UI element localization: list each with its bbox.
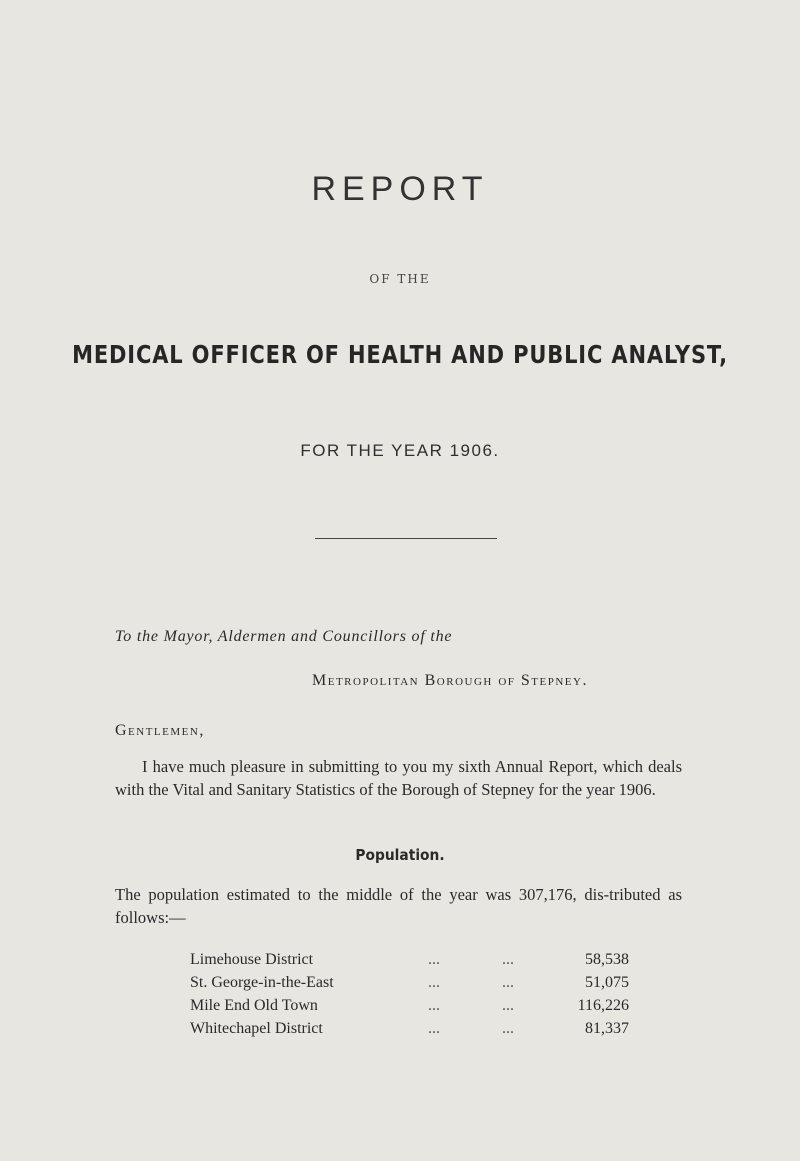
year-line: FOR THE YEAR 1906. [300,441,500,460]
leader-dots: ... [502,997,514,1014]
district-population: 58,538 [585,951,629,968]
divider-rule [315,538,497,539]
address-line-1: To the Mayor, Aldermen and Councillors of the [115,628,453,645]
table-row [174,951,629,974]
district-population: 116,226 [577,997,629,1014]
population-paragraph: The population estimated to the middle of the year was 307,176, dis-tributed as follows:— [115,885,682,927]
table-row [174,974,629,997]
intro-paragraph: I have much pleasure in submitting to you my sixth Annual Report, which deals with the Vital and Sanitary Statistics of the Borough of Stepney for the year 1906. [115,757,682,799]
leader-dots: ... [428,951,440,968]
of-the-line: OF THE [369,272,431,286]
leader-dots: ... [502,1020,514,1037]
district-population: 51,075 [585,974,629,991]
district-name: Limehouse District [190,951,314,968]
table-row [174,997,629,1020]
district-name: Whitechapel District [190,1020,323,1037]
leader-dots: ... [428,974,440,991]
district-name: St. George-in-the-East [190,974,334,991]
document-heading: MEDICAL OFFICER OF HEALTH AND PUBLIC ANALYST, [72,340,728,369]
leader-dots: ... [502,951,514,968]
table-row [174,1020,629,1043]
report-title: REPORT [311,170,489,208]
address-line-2: Metropolitan Borough of Stepney. [312,672,588,689]
leader-dots: ... [502,974,514,991]
salutation: Gentlemen, [115,722,205,739]
district-name: Mile End Old Town [190,997,318,1014]
leader-dots: ... [428,997,440,1014]
section-title: Population. [355,846,445,864]
district-population: 81,337 [585,1020,629,1037]
district-table [174,951,629,1043]
leader-dots: ... [428,1020,440,1037]
